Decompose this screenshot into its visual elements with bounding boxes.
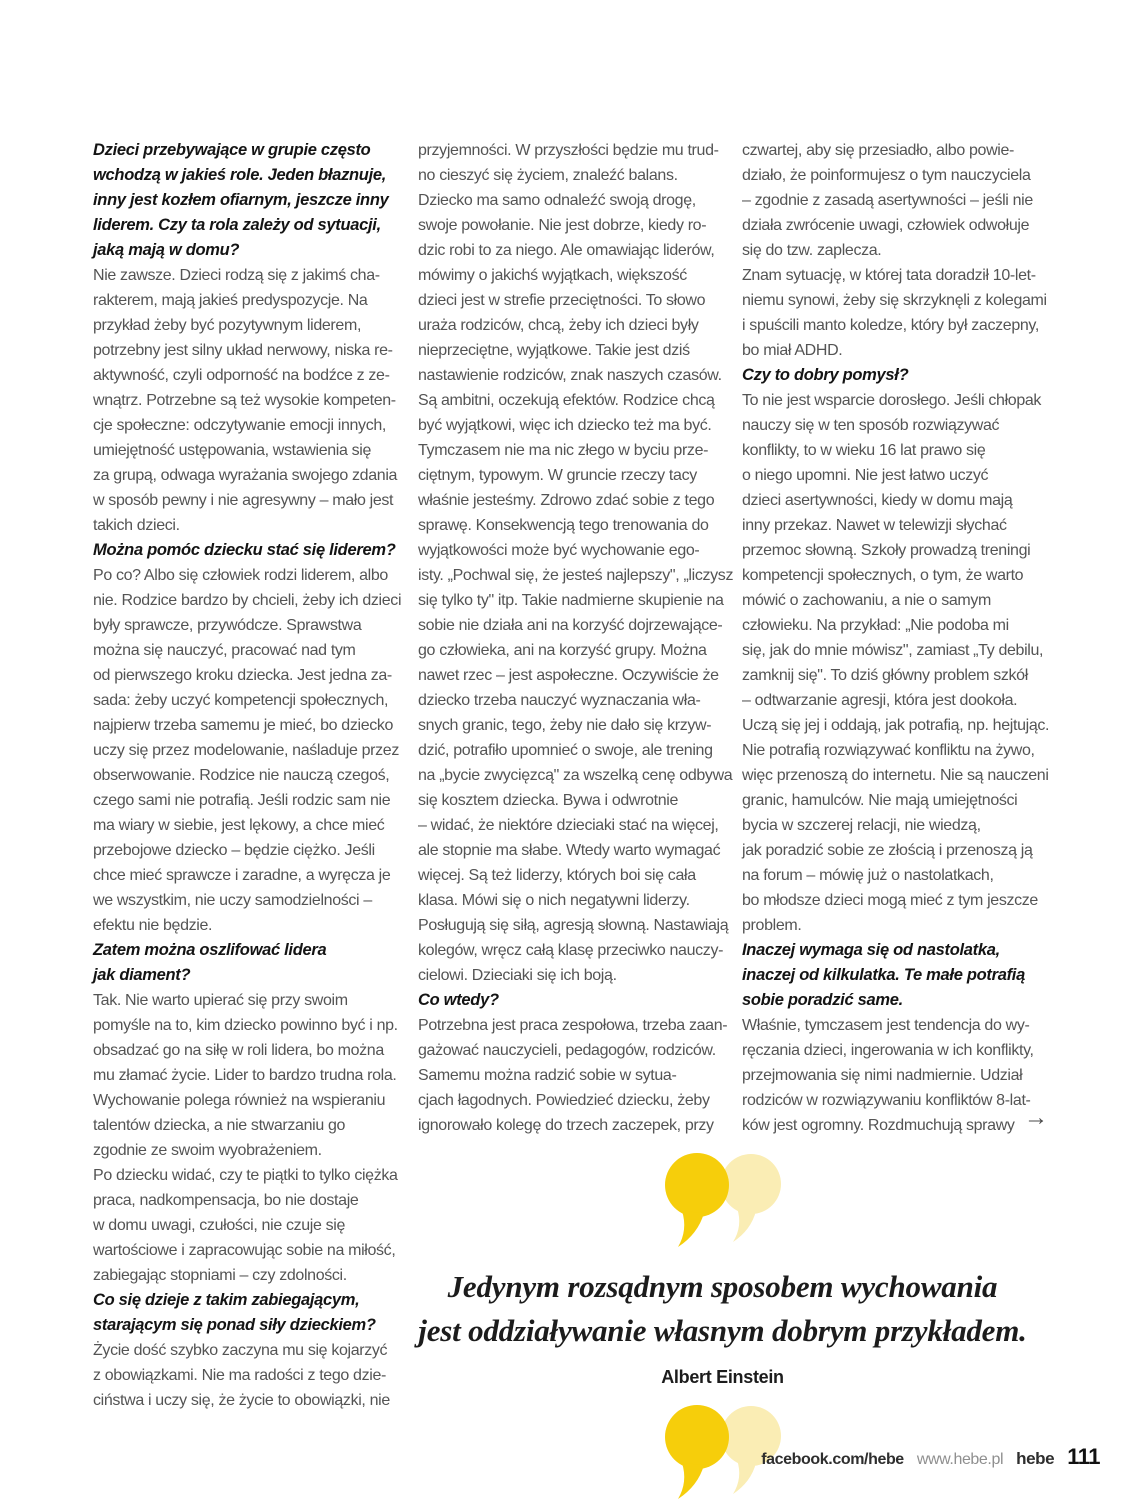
article-text-line: To nie jest wsparcie dorosłego. Jeśli chłopak <box>742 392 1042 409</box>
article-text-line: właśnie jesteśmy. Zdrowo zdać sobie z tego <box>418 492 715 509</box>
article-text-line: cje społeczne: odczytywanie emocji innych, <box>93 417 387 434</box>
article-text-line: przyjemności. W przyszłości będzie mu trud- <box>418 142 719 159</box>
website-link[interactable]: www.hebe.pl <box>916 1451 1004 1468</box>
interview-question-line: Zatem można oszlifować lidera <box>93 941 327 959</box>
article-text-line: się do tzw. zaplecza. <box>742 242 882 259</box>
article-text-line: go człowieka, ani na korzyść grupy. Można <box>418 642 707 659</box>
article-text-line: niemu synowi, żeby się skrzyknęli z kolegami <box>742 292 1047 309</box>
article-text-line: klasa. Mówi się o nich negatywni liderzy. <box>418 892 690 909</box>
article-text-line: o niego upomni. Nie jest łatwo uczyć <box>742 467 989 484</box>
article-text-line: Uczą się jej i oddają, jak potrafią, np. hejtując. <box>742 717 1050 734</box>
article-text-line: Nie potrafią rozwiązywać konfliktu na żywo, <box>742 742 1035 759</box>
interview-question-line: jak diament? <box>93 966 191 984</box>
article-text-line: zamknij się". To dziś główny problem szkół <box>742 667 1028 684</box>
article-text-line: ciętnym, typowym. W gruncie rzeczy tacy <box>418 467 697 484</box>
article-text-line: granic, hamulców. Nie mają umiejętności <box>742 792 1018 809</box>
interview-question-line: jaką mają w domu? <box>93 241 240 259</box>
article-text-line: czwartej, aby się przesiadło, albo powie- <box>742 142 1015 159</box>
article-text-line: wartościowe i zapracowując sobie na miłość, <box>93 1242 396 1259</box>
article-text-line: problem. <box>742 917 802 934</box>
article-text-line: wyjątkowości może być wychowanie ego- <box>418 542 700 559</box>
article-text-line: praca, nadkompensacja, bo nie dostaje <box>93 1192 359 1209</box>
interview-question-line: wchodzą w jakieś role. Jeden błaznuje, <box>93 166 387 184</box>
interview-question-line: Można pomóc dziecku stać się liderem? <box>93 541 396 559</box>
article-text-line: ignorowało kolegę do trzech zaczepek, przy <box>418 1117 714 1134</box>
article-text-line: potrzebny jest silny układ nerwowy, niska re- <box>93 342 393 359</box>
article-text-line: na „bycie zwycięzcą" za wszelką cenę odbywa <box>418 767 733 784</box>
article-text-line: działa zwrócenie uwagi, człowiek odwołuje <box>742 217 1030 234</box>
article-text-line: sprawę. Konsekwencją tego trenowania do <box>418 517 709 534</box>
article-text-line: Wychowanie polega również na wspieraniu <box>93 1092 386 1109</box>
article-text-line: sada: żeby uczyć kompetencji społecznych, <box>93 692 389 709</box>
interview-question-line: Co wtedy? <box>418 991 499 1009</box>
article-text-line: wnątrz. Potrzebne są też wysokie kompeten- <box>93 392 396 409</box>
article-text-line: dzić, potrafiło upomnieć o swoje, ale trening <box>418 742 713 759</box>
article-text-line: działo, że poinformujesz o tym nauczyciela <box>742 167 1031 184</box>
article-text-line: efektu nie będzie. <box>93 917 213 934</box>
article-text-line: bo młodsze dzieci mogą mieć z tym jeszcze <box>742 892 1038 909</box>
interview-question-line: liderem. Czy ta rola zależy od sytuacji, <box>93 216 381 234</box>
article-text-line: Dziecko ma samo odnaleźć swoją drogę, <box>418 192 696 209</box>
article-text-line: aktywność, czyli odporność na bodźce z ze- <box>93 367 390 384</box>
article-text-line: więcej. Są też liderzy, których boi się cała <box>418 867 696 884</box>
article-text-line: Życie dość szybko zaczyna mu się kojarzyć <box>93 1342 388 1359</box>
article-text-line: konflikty, to w wieku 16 lat prawo się <box>742 442 986 459</box>
article-text-line: uczy się przez modelowanie, naśladuje przez <box>93 742 400 759</box>
article-text-line: cjach łagodnych. Powiedzieć dziecku, żeby <box>418 1092 710 1109</box>
article-text-line: nie. Rodzice bardzo by chcieli, żeby ich dzieci <box>93 592 402 609</box>
article-text-line: sobie nie działa ani na korzyść dojrzewające- <box>418 617 723 634</box>
article-text-line: człowieku. Na przykład: „Nie podoba mi <box>742 617 1009 634</box>
article-text-line: Samemu można radzić sobie w sytua- <box>418 1067 677 1084</box>
article-text-line: Nie zawsze. Dzieci rodzą się z jakimś cha- <box>93 267 380 284</box>
article-text-line: rakterem, mają jakieś predyspozycje. Na <box>93 292 368 309</box>
quote-line-2: jest oddziaływanie własnym dobrym przykładem. <box>418 1313 1027 1348</box>
article-text-line: we wszystkim, nie uczy samodzielności – <box>93 892 372 909</box>
article-text-line: Po co? Albo się człowiek rodzi liderem, albo <box>93 567 388 584</box>
article-text-line: Po dziecku widać, czy te piątki to tylko ciężka <box>93 1167 398 1184</box>
interview-question-line: inny jest kozłem ofiarnym, jeszcze inny <box>93 191 389 209</box>
article-text-line: snych granic, tego, żeby nie dało się krzyw- <box>418 717 712 734</box>
article-text-line: nieprzeciętne, wyjątkowe. Takie jest dziś <box>418 342 690 359</box>
article-text-line: najpierw trzeba samemu je mieć, bo dziecko <box>93 717 394 734</box>
article-text-line: Posługują się siłą, agresją słowną. Nastawiają <box>418 917 729 934</box>
article-text-line: zabiegając stopniami – czy zdolności. <box>93 1267 347 1284</box>
article-column-3 <box>742 138 1058 1138</box>
article-text-line: dziecko trzeba nauczyć wyznaczania wła- <box>418 692 701 709</box>
article-text-line: mu złamać życie. Lider to bardzo trudna rola. <box>93 1067 397 1084</box>
article-text-line: bycia w szczerej relacji, nie wiedzą, <box>742 817 981 834</box>
article-text-line: swoje powołanie. Nie jest dobrze, kiedy ro- <box>418 217 707 234</box>
article-text-line: no cieszyć się życiem, znaleźć balans. <box>418 167 678 184</box>
facebook-link[interactable]: facebook.com/hebe <box>761 1451 904 1468</box>
article-text-line: w sposób pewny i nie agresywny – mało jest <box>93 492 394 509</box>
article-text-line: bo miał ADHD. <box>742 342 843 359</box>
interview-question-line: Inaczej wymaga się od nastolatka, <box>742 941 1000 959</box>
article-text-line: być wyjątkowi, więc ich dziecko też ma być. <box>418 417 712 434</box>
article-text-line: obsadzać go na siłę w roli lidera, bo można <box>93 1042 384 1059</box>
article-text-line: za grupą, odwaga wyrażania swojego zdania <box>93 467 398 484</box>
article-text-line: umiejętność ustępowania, wstawienia się <box>93 442 372 459</box>
article-text-line: isty. „Pochwal się, że jesteś najlepszy", „liczysz <box>418 567 734 584</box>
article-text-line: ręczania dzieci, ingerowania w ich konflikty, <box>742 1042 1034 1059</box>
article-continues-arrow-icon: → <box>1024 1104 1048 1131</box>
article-text-line: Właśnie, tymczasem jest tendencja do wy- <box>742 1017 1030 1034</box>
article-text-line: w domu uwagi, czułości, nie czuje się <box>93 1217 346 1234</box>
article-text-line: – widać, że niektóre dzieciaki stać na więcej, <box>418 817 719 834</box>
article-text-line: przemoc słowną. Szkoły prowadzą treningi <box>742 542 1031 559</box>
article-text-line: uraża rodziców, chcą, żeby ich dzieci były <box>418 317 699 334</box>
article-text-line: Znam sytuację, w której tata doradził 10-let- <box>742 267 1036 284</box>
article-text-line: nawet rzec – jest aspołeczne. Oczywiście że <box>418 667 719 684</box>
article-text-line: nastawienie rodziców, znak naszych czasów. <box>418 367 722 384</box>
article-text-line: Są ambitni, oczekują efektów. Rodzice chcą <box>418 392 715 409</box>
article-text-line: cielowi. Dzieciaki się ich boją. <box>418 967 617 984</box>
article-text-line: przykład żeby być pozytywnym liderem, <box>93 317 362 334</box>
article-text-line: dzieci asertywności, kiedy w domu mają <box>742 492 1013 509</box>
article-text-line: mówić o zachowaniu, a nie o samym <box>742 592 992 609</box>
article-text-line: z obowiązkami. Nie ma radości z tego dzie- <box>93 1367 386 1384</box>
article-text-line: były sprawcze, przywódcze. Sprawstwa <box>93 617 362 634</box>
article-text-line: przejmowania się nimi nadmiernie. Udział <box>742 1067 1023 1084</box>
interview-question-line: inaczej od kilkulatka. Te małe potrafią <box>742 966 1025 984</box>
page-footer <box>761 1444 1100 1470</box>
interview-question-line: Co się dzieje z takim zabiegającym, <box>93 1291 360 1309</box>
article-text-line: i spuścili manto koledze, który był zaczepny, <box>742 317 1039 334</box>
article-text-line: mówimy o jakichś wyjątkach, większość <box>418 267 687 284</box>
article-text-line: – odtwarzanie agresji, która jest dookoła. <box>742 692 1018 709</box>
article-text-line: kolegów, wręcz całą klasę przeciwko nauczy- <box>418 942 724 959</box>
article-text-line: się tylko ty" itp. Takie nadmierne skupienie na <box>418 592 724 609</box>
article-text-line: obserwowanie. Rodzice nie nauczą czegoś, <box>93 767 390 784</box>
article-text-line: zgodnie ze swoim wyobrażeniem. <box>93 1142 322 1159</box>
interview-question-line: Dzieci przebywające w grupie często <box>93 141 371 159</box>
article-text-line: Tymczasem nie ma nic złego w byciu prze- <box>418 442 709 459</box>
article-text-line: jak poradzić sobie ze złością i przenoszą ją <box>742 842 1033 859</box>
article-text-line: rodziców w rozwiązywaniu konfliktów 8-lat- <box>742 1092 1031 1109</box>
article-text-line: się kosztem dziecka. Bywa i odwrotnie <box>418 792 679 809</box>
quote-attribution: Albert Einstein <box>661 1367 784 1387</box>
interview-question-line: starającym się ponad siły dzieckiem? <box>93 1316 376 1334</box>
article-text-line: dzic robi to za niego. Ale omawiając liderów, <box>418 242 715 259</box>
quote-line-1: Jedynym rozsądnym sposobem wychowania <box>447 1269 998 1304</box>
article-text-line: ciństwa i uczy się, że życie to obowiązki, nie <box>93 1392 390 1409</box>
article-text-line: więc przenoszą do internetu. Nie są nauczeni <box>742 767 1049 784</box>
article-text-line: przebojowe dziecko – będzie ciężko. Jeśli <box>93 842 375 859</box>
article-text-line: gażować nauczycieli, pedagogów, rodziców. <box>418 1042 716 1059</box>
article-text-line: talentów dziecka, a nie stwarzaniu go <box>93 1117 346 1134</box>
article-text-line: ale stopnie ma słabe. Wtedy warto wymagać <box>418 842 721 859</box>
article-text-line: dzieci jest w strefie przeciętności. To słowo <box>418 292 706 309</box>
article-text-line: kompetencji społecznych, o tym, że warto <box>742 567 1024 584</box>
article-text-line: chce mieć sprawcze i zaradne, a wyręcza je <box>93 867 391 884</box>
article-text-line: Potrzebna jest praca zespołowa, trzeba zaan- <box>418 1017 728 1034</box>
interview-question-line: sobie poradzić same. <box>742 991 903 1009</box>
article-text-line: takich dzieci. <box>93 517 180 534</box>
article-text-line: – zgodnie z zasadą asertywności – jeśli nie <box>742 192 1033 209</box>
article-column-2 <box>418 138 734 1138</box>
interview-question-line: Czy to dobry pomysł? <box>742 366 909 384</box>
article-text-line: pomyśle na to, kim dziecko powinno być i np. <box>93 1017 398 1034</box>
article-text-line: inny przekaz. Nawet w telewizji słychać <box>742 517 1007 534</box>
magazine-brand: hebe <box>1016 1449 1055 1468</box>
article-text-line: od pierwszego kroku dziecka. Jest jedna za- <box>93 667 392 684</box>
article-text-line: ma wiary w siebie, jest lękowy, a chce mieć <box>93 817 385 834</box>
article-text-line: można się nauczyć, pracować nad tym <box>93 642 356 659</box>
article-text-line: Tak. Nie warto upierać się przy swoim <box>93 992 348 1009</box>
article-text-line: nauczy się w ten sposób rozwiązywać <box>742 417 1000 434</box>
article-text-line: czego sami nie potrafią. Jeśli rodzic sam nie <box>93 792 391 809</box>
page-number: 111 <box>1067 1444 1100 1469</box>
article-text-line: ków jest ogromny. Rozdmuchują sprawy <box>742 1117 1015 1134</box>
article-text-line: się, jak do mnie mówisz", zamiast „Ty debilu, <box>742 642 1044 659</box>
quote-marks-icon <box>661 1150 785 1259</box>
article-text-line: na forum – mówię już o nastolatkach, <box>742 867 994 884</box>
